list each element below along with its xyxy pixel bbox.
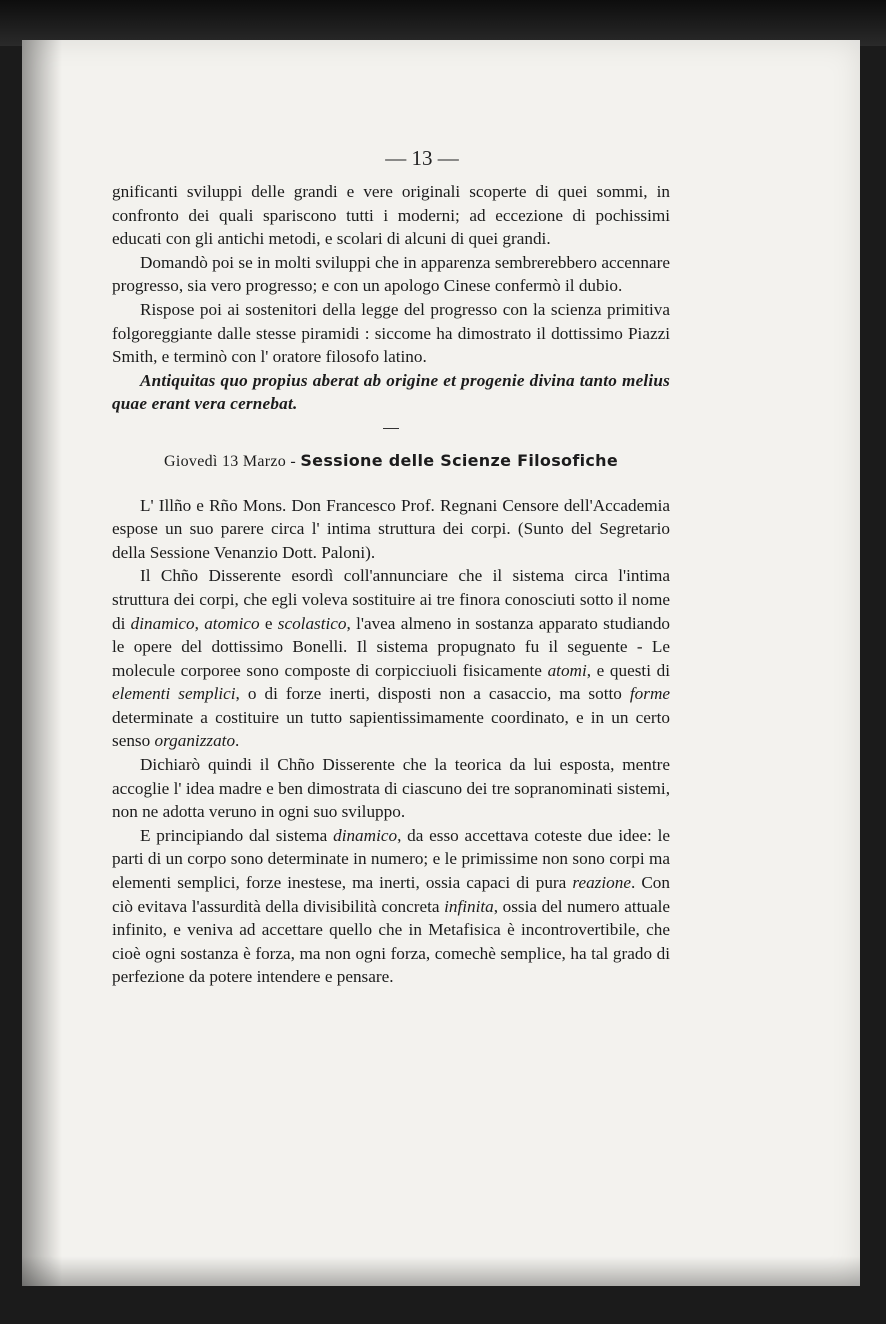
italic-term: scolastico (277, 613, 347, 633)
italic-term: dinamico (130, 613, 195, 633)
session-title: Sessione delle Scienze Filosofiche (300, 450, 618, 470)
text-run: , ossia del numero attuale infinito, e veniva ad accettare quello che in Metafisica è incontrovertibile, che cioè ogni sostanza è forza, ma non ogni forza, comechè semplice, ha tal grado di perfezione da potere intendere e pensare. (112, 896, 670, 987)
page-number: — 13 — (385, 146, 459, 170)
italic-term: elementi semplici (112, 684, 236, 704)
page-bottom-edge (22, 1256, 860, 1286)
text-run: , o di forze inerti, disposti non a casaccio, ma sotto (235, 684, 630, 704)
paragraph (112, 494, 670, 565)
text-run: gnificanti sviluppi delle grandi e vere originali scoperte di quei sommi, in confronto dei quali spariscono tutti i moderni; ad eccezione di pochissimi educati con gli antichi metodi, e scolari di alcuni di quei grandi. (112, 182, 670, 249)
paragraph (112, 298, 670, 369)
text-run: Dichiarò quindi il Chño Disserente che la teorica da lui esposta, mentre accoglie l' idea madre e ben dimostrata di ciascuno dei tre sopranominati sistemi, non ne adotta veruno in ogni suo sviluppo. (112, 755, 670, 822)
paragraph (112, 251, 670, 298)
italic-term: atomico (204, 613, 260, 633)
text-run: L' Illño e Rño Mons. Don Francesco Prof. Regnani Censore dell'Accademia espose un suo parere circa l' intima struttura dei corpi. (Sunto del Segretario della Sessione Venanzio Dott. Paloni). (112, 495, 670, 562)
paragraph (112, 180, 670, 251)
text-run: , l'avea almeno in sostanza apparato studiando le opere del dottissimo Bonelli. Il sistema propugnato fu il seguente - Le molecule corporee sono composte di corpicciuoli fisicamente (112, 613, 671, 680)
session-paragraphs (112, 494, 670, 989)
text-run: , da esso accettava coteste due idee: le parti di un corpo sono determinate in numero; e le primissime non sono corpi ma elementi semplici, forze inestese, ma inerti, ossia capaci di pura (112, 825, 670, 893)
italic-term: infinita (444, 896, 494, 916)
heading-dash: - (286, 452, 301, 470)
section-separator (112, 419, 670, 429)
text-run: . Con ciò evitava l'assurdità della divisibilità concreta (112, 873, 670, 916)
body-text (112, 180, 670, 989)
italic-term: organizzato (154, 731, 236, 751)
text-run: . (235, 731, 240, 751)
paragraph (112, 753, 670, 824)
text-run: e (259, 613, 278, 633)
binding-shadow (22, 40, 62, 1286)
paragraph (112, 564, 670, 753)
text-run: Rispose poi ai sostenitori della legge del progresso con la scienza primitiva folgoreggiante dalle stesse piramidi : siccome ha dimostrato il dottissimo Piazzi Smith, e terminò con l' oratore filosofo latino. (112, 299, 670, 367)
text-run: , (194, 613, 205, 633)
session-date: Giovedì 13 Marzo (164, 452, 287, 470)
italic-term: reazione (572, 873, 631, 893)
intro-paragraphs (112, 180, 670, 369)
italic-term: forme (629, 684, 670, 704)
italic-term: dinamico (333, 825, 398, 845)
text-run: , e questi di (586, 660, 670, 680)
text-run: Domandò poi se in molti sviluppi che in apparenza sembrerebbero accennare progresso, sia vero progresso; e con un apologo Cinese confermò il dubio. (112, 252, 670, 296)
text-run: Il Chño Disserente esordì coll'annunciare che il sistema circa l'intima struttura dei corpi, che egli voleva sostituire ai tre finora conosciuti sotto il nome di (112, 566, 670, 633)
latin-quote: Antiquitas quo propius aberat ab origine et progenie divina tanto melius quae erant vera cernebat. (112, 370, 670, 414)
italic-term: atomi (547, 660, 587, 680)
text-run: E principiando dal sistema (140, 825, 334, 845)
book-page (22, 40, 860, 1286)
paragraph (112, 824, 670, 989)
session-heading (112, 449, 670, 474)
text-run: determinate a costituire un tutto sapientissimamente coordinato, e in un certo senso (112, 707, 670, 751)
